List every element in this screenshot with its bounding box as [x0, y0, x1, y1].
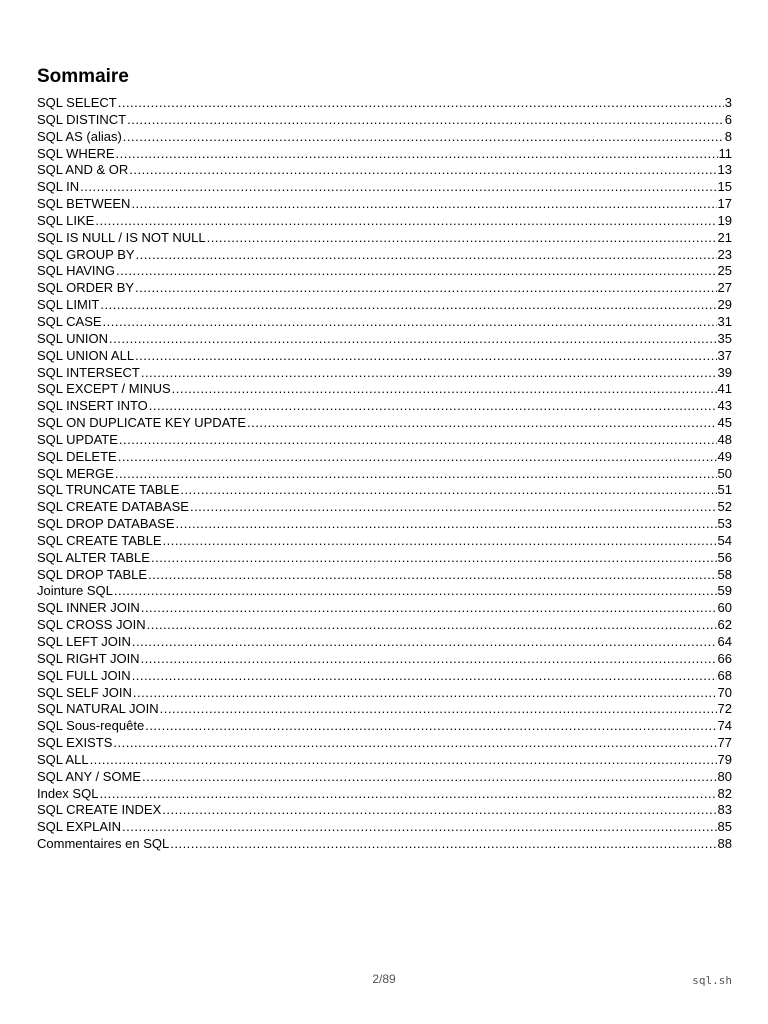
toc-entry-page: 17 — [717, 196, 732, 212]
toc-entry-label: SQL EXISTS — [37, 735, 113, 751]
toc-entry[interactable] — [37, 685, 732, 702]
toc-entry-page: 27 — [717, 280, 732, 296]
toc-entry-label: SQL GROUP BY — [37, 246, 135, 262]
toc-entry-page: 15 — [717, 179, 732, 195]
toc-entry-label: SQL WHERE — [37, 145, 115, 161]
toc-entry-page: 83 — [717, 802, 732, 818]
toc-entry-page: 6 — [724, 111, 732, 127]
toc-entry[interactable] — [37, 651, 732, 668]
toc-entry-page: 51 — [717, 482, 732, 498]
page-number: 2/89 — [372, 972, 396, 986]
toc-dot-leader — [247, 415, 717, 432]
site-label: sql.sh — [692, 974, 732, 987]
toc-entry-label: SQL IS NULL / IS NOT NULL — [37, 229, 206, 245]
toc-entry[interactable] — [37, 769, 732, 786]
toc-entry[interactable] — [37, 297, 732, 314]
toc-entry-label: SQL CREATE INDEX — [37, 802, 162, 818]
toc-entry[interactable] — [37, 146, 732, 163]
toc-entry-page: 43 — [717, 398, 732, 414]
toc-dot-leader — [133, 685, 717, 702]
toc-entry-page: 88 — [717, 836, 732, 852]
toc-dot-leader — [129, 162, 716, 179]
toc-entry-page: 45 — [717, 415, 732, 431]
toc-entry[interactable] — [37, 263, 732, 280]
toc-dot-leader — [132, 668, 717, 685]
toc-entry-label: SQL AS (alias) — [37, 128, 122, 144]
toc-dot-leader — [115, 466, 717, 483]
toc-entry-page: 3 — [724, 95, 732, 110]
toc-entry-label: SQL INNER JOIN — [37, 600, 140, 616]
toc-entry-page: 70 — [717, 684, 732, 700]
toc-entry[interactable] — [37, 482, 732, 499]
toc-entry[interactable] — [37, 230, 732, 247]
toc-entry-label: SQL TRUNCATE TABLE — [37, 482, 180, 498]
toc-entry[interactable] — [37, 247, 732, 264]
toc-dot-leader — [207, 230, 717, 247]
toc-dot-leader — [99, 786, 716, 803]
toc-entry-label: SQL IN — [37, 179, 80, 195]
toc-entry-label: SQL RIGHT JOIN — [37, 650, 140, 666]
toc-dot-leader — [95, 213, 716, 230]
toc-entry-label: SQL UNION — [37, 330, 109, 346]
toc-entry-label: SQL Sous-requête — [37, 718, 145, 734]
toc-entry-page: 25 — [717, 263, 732, 279]
toc-dot-leader — [127, 112, 724, 129]
toc-entry[interactable] — [37, 348, 732, 365]
toc-entry-page: 82 — [717, 785, 732, 801]
toc-entry[interactable] — [37, 583, 732, 600]
toc-entry-page: 72 — [717, 701, 732, 717]
toc-entry-label: SQL MERGE — [37, 465, 114, 481]
toc-entry-page: 11 — [718, 145, 732, 161]
toc-dot-leader — [122, 819, 716, 836]
toc-entry-page: 60 — [717, 600, 732, 616]
toc-entry-page: 74 — [717, 718, 732, 734]
toc-entry-label: SQL EXPLAIN — [37, 819, 122, 835]
toc-dot-leader — [180, 482, 716, 499]
toc-entry[interactable] — [37, 550, 732, 567]
toc-dot-leader — [190, 499, 717, 516]
toc-dot-leader — [118, 95, 724, 112]
toc-entry-page: 50 — [717, 465, 732, 481]
toc-entry[interactable] — [37, 331, 732, 348]
toc-entry-page: 53 — [717, 516, 732, 532]
toc-entry[interactable] — [37, 213, 732, 230]
toc-entry-label: SQL CASE — [37, 313, 102, 329]
toc-dot-leader — [149, 398, 717, 415]
toc-dot-leader — [145, 718, 716, 735]
toc-entry[interactable] — [37, 381, 732, 398]
toc-entry-page: 54 — [717, 532, 732, 548]
toc-entry-label: SQL ALL — [37, 751, 89, 767]
toc-dot-leader — [160, 701, 717, 718]
toc-entry-label: SQL HAVING — [37, 263, 116, 279]
toc-entry[interactable] — [37, 432, 732, 449]
toc-entry-label: SQL INSERT INTO — [37, 398, 148, 414]
toc-dot-leader — [141, 600, 717, 617]
toc-dot-leader — [151, 550, 717, 567]
toc-entry[interactable] — [37, 802, 732, 819]
toc-dot-leader — [172, 381, 717, 398]
toc-dot-leader — [170, 836, 716, 853]
toc-dot-leader — [136, 247, 717, 264]
toc-entry[interactable] — [37, 179, 732, 196]
toc-entry-page: 85 — [717, 819, 732, 835]
toc-entry-label: SQL FULL JOIN — [37, 667, 131, 683]
toc-dot-leader — [141, 365, 717, 382]
toc-dot-leader — [100, 297, 716, 314]
toc-entry[interactable] — [37, 280, 732, 297]
toc-dot-leader — [90, 752, 717, 769]
toc-entry-label: SQL CREATE DATABASE — [37, 499, 189, 515]
toc-dot-leader — [141, 651, 717, 668]
toc-entry-page: 29 — [717, 297, 732, 313]
toc-entry-label: SQL DROP DATABASE — [37, 516, 175, 532]
toc-entry-label: Commentaires en SQL — [37, 836, 170, 852]
toc-entry-page: 66 — [717, 650, 732, 666]
toc-entry-page: 49 — [717, 448, 732, 464]
toc-entry-label: SQL SELECT — [37, 95, 117, 110]
toc-entry-page: 39 — [717, 364, 732, 380]
toc-dot-leader — [119, 432, 717, 449]
toc-entry[interactable] — [37, 718, 732, 735]
toc-entry-label: SQL NATURAL JOIN — [37, 701, 159, 717]
toc-entry-page: 31 — [717, 313, 732, 329]
toc-entry-label: SQL EXCEPT / MINUS — [37, 381, 171, 397]
toc-entry-label: SQL LEFT JOIN — [37, 634, 131, 649]
toc-entry-label: SQL DELETE — [37, 448, 117, 464]
toc-dot-leader — [80, 179, 716, 196]
toc-entry-label: Index SQL — [37, 785, 99, 801]
toc-entry[interactable] — [37, 752, 732, 769]
toc-dot-leader — [114, 583, 717, 600]
toc-entry-label: SQL SELF JOIN — [37, 684, 132, 700]
toc-entry-label: SQL CROSS JOIN — [37, 617, 146, 633]
toc-entry-page: 23 — [717, 246, 732, 262]
toc-entry[interactable] — [37, 533, 732, 550]
toc-entry[interactable] — [37, 314, 732, 331]
toc-entry-label: SQL ALTER TABLE — [37, 549, 150, 565]
toc-entry-page: 58 — [717, 566, 732, 582]
toc-dot-leader — [176, 516, 717, 533]
toc-entry[interactable] — [37, 466, 732, 483]
toc-entry-label: SQL AND & OR — [37, 162, 129, 178]
toc-entry-page: 52 — [717, 499, 732, 515]
toc-entry[interactable] — [37, 567, 732, 584]
toc-dot-leader — [162, 802, 716, 819]
toc-entry-label: SQL ANY / SOME — [37, 768, 142, 784]
toc-entry[interactable] — [37, 398, 732, 415]
toc-dot-leader — [135, 280, 716, 297]
toc-entry-label: SQL UNION ALL — [37, 347, 135, 363]
toc-entry-label: SQL ORDER BY — [37, 280, 135, 296]
toc-entry-page: 48 — [717, 431, 732, 447]
toc-entry-label: SQL UPDATE — [37, 431, 118, 447]
toc-entry-label: Jointure SQL — [37, 583, 113, 599]
toc-entry-label: SQL INTERSECT — [37, 364, 140, 380]
toc-entry[interactable] — [37, 819, 732, 836]
toc-entry-page: 37 — [717, 347, 732, 363]
toc-dot-leader — [132, 634, 717, 651]
toc-entry-page: 80 — [717, 768, 732, 784]
toc-dot-leader — [118, 449, 717, 466]
toc-entry-page: 79 — [717, 751, 732, 767]
toc-entry-label: SQL ON DUPLICATE KEY UPDATE — [37, 415, 247, 431]
toc-entry-page: 68 — [717, 667, 732, 683]
toc-entry-label: SQL LIKE — [37, 212, 95, 228]
toc-entry[interactable] — [37, 617, 732, 634]
toc-dot-leader — [148, 567, 716, 584]
toc-entry-page: 41 — [717, 381, 732, 397]
page-title: Sommaire — [37, 66, 129, 87]
toc-dot-leader — [142, 769, 716, 786]
toc-entry[interactable] — [37, 95, 732, 112]
toc-dot-leader — [103, 314, 717, 331]
toc-dot-leader — [147, 617, 717, 634]
toc-entry[interactable] — [37, 600, 732, 617]
toc-entry-label: SQL LIMIT — [37, 297, 100, 313]
table-of-contents — [37, 95, 732, 853]
toc-entry[interactable] — [37, 112, 732, 129]
toc-entry[interactable] — [37, 415, 732, 432]
toc-dot-leader — [116, 263, 717, 280]
toc-entry[interactable] — [37, 162, 732, 179]
toc-entry-label: SQL CREATE TABLE — [37, 532, 162, 548]
toc-entry-page: 59 — [717, 583, 732, 599]
toc-entry[interactable] — [37, 634, 732, 651]
toc-entry[interactable] — [37, 365, 732, 382]
toc-entry-label: SQL DISTINCT — [37, 111, 127, 127]
toc-entry-page: 62 — [717, 617, 732, 633]
toc-entry-page: 8 — [724, 128, 732, 144]
toc-dot-leader — [135, 348, 716, 365]
toc-entry[interactable] — [37, 196, 732, 213]
toc-dot-leader — [116, 146, 718, 163]
toc-entry-page: 19 — [717, 212, 732, 228]
toc-entry[interactable] — [37, 449, 732, 466]
toc-dot-leader — [113, 735, 716, 752]
toc-entry[interactable] — [37, 499, 732, 516]
toc-dot-leader — [109, 331, 717, 348]
toc-entry[interactable] — [37, 129, 732, 146]
toc-entry[interactable] — [37, 668, 732, 685]
toc-entry-page: 35 — [717, 330, 732, 346]
toc-entry-page: 64 — [717, 634, 732, 649]
toc-dot-leader — [163, 533, 717, 550]
toc-entry[interactable] — [37, 735, 732, 752]
toc-entry[interactable] — [37, 516, 732, 533]
toc-entry-label: SQL BETWEEN — [37, 196, 131, 212]
toc-dot-leader — [131, 196, 716, 213]
toc-entry-page: 13 — [717, 162, 732, 178]
toc-entry[interactable] — [37, 836, 732, 853]
toc-entry[interactable] — [37, 701, 732, 718]
toc-dot-leader — [123, 129, 724, 146]
toc-entry[interactable] — [37, 786, 732, 803]
toc-entry-page: 77 — [717, 735, 732, 751]
toc-entry-label: SQL DROP TABLE — [37, 566, 148, 582]
toc-entry-page: 21 — [717, 229, 732, 245]
toc-entry-page: 56 — [717, 549, 732, 565]
